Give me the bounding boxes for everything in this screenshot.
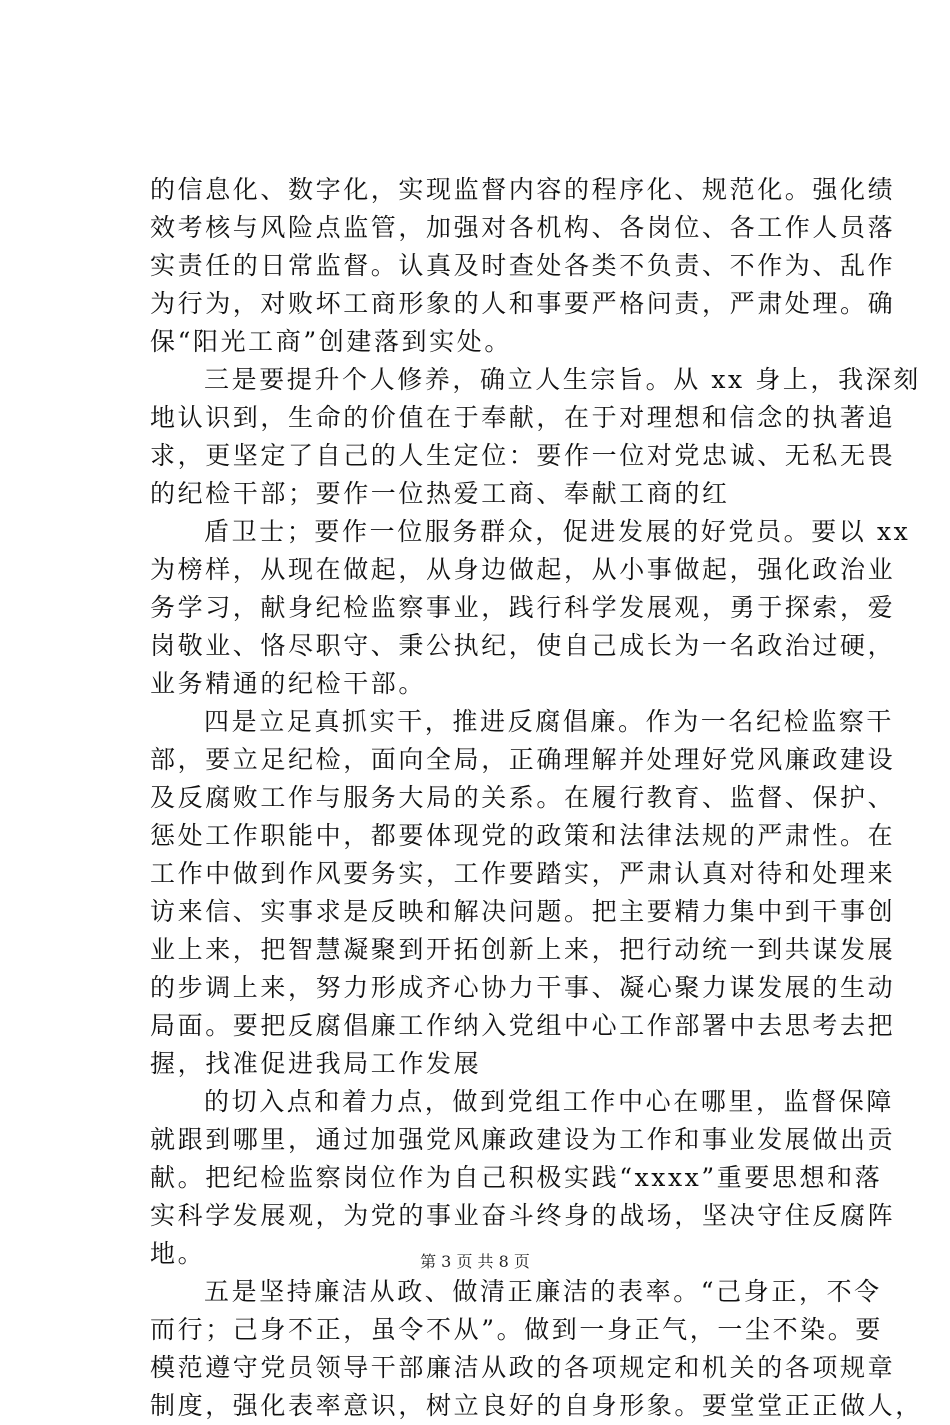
text-line: 部，要立足纪检，面向全局，正确理解并处理好党风廉政建设: [150, 745, 896, 774]
text-line: 保“阳光工商”创建落到实处。: [150, 327, 512, 356]
text-line: 及反腐败工作与服务大局的关系。在履行教育、监督、保护、: [150, 783, 896, 812]
text-line: 模范遵守党员领导干部廉洁从政的各项规定和机关的各项规章: [150, 1353, 896, 1382]
text-line: 地认识到，生命的价值在于奉献，在于对理想和信念的执著追: [150, 403, 896, 432]
text-line: 访来信、实事求是反映和解决问题。把主要精力集中到干事创: [150, 897, 896, 926]
text-line: 实责任的日常监督。认真及时查处各类不负责、不作为、乱作: [150, 251, 896, 280]
paragraph-first-line: 三是要提升个人修养，确立人生宗旨。从 xx 身上，我深刻: [204, 365, 921, 394]
text-line: 的纪检干部；要作一位热爱工商、奉献工商的红: [150, 479, 730, 508]
text-line: 效考核与风险点监管，加强对各机构、各岗位、各工作人员落: [150, 213, 896, 242]
paragraph-first-line: 五是坚持廉洁从政、做清正廉洁的表率。“己身正，不令: [204, 1277, 882, 1306]
page-number-footer: 第 3 页 共 8 页: [420, 1252, 530, 1271]
text-line: 业上来，把智慧凝聚到开拓创新上来，把行动统一到共谋发展: [150, 935, 896, 964]
text-line: 岗敬业、恪尽职守、秉公执纪，使自己成长为一名政治过硬，: [150, 631, 896, 660]
text-line: 的步调上来，努力形成齐心协力干事、凝心聚力谋发展的生动: [150, 973, 896, 1002]
text-line: 为榜样，从现在做起，从身边做起，从小事做起，强化政治业: [150, 555, 896, 584]
text-line: 握，找准促进我局工作发展: [150, 1049, 482, 1078]
text-line: 实科学发展观，为党的事业奋斗终身的战场，坚决守住反腐阵: [150, 1201, 896, 1230]
text-line: 求，更坚定了自己的人生定位：要作一位对党忠诚、无私无畏: [150, 441, 896, 470]
text-line: 业务精通的纪检干部。: [150, 669, 427, 698]
text-line: 工作中做到作风要务实，工作要踏实，严肃认真对待和处理来: [150, 859, 896, 888]
paragraph-first-line: 四是立足真抓实干，推进反腐倡廉。作为一名纪检监察干: [204, 707, 895, 736]
text-line: 地。: [150, 1239, 206, 1268]
text-line: 制度，强化表率意识，树立良好的自身形象。要堂堂正正做人，: [150, 1391, 923, 1420]
text-line: 惩处工作职能中，都要体现党的政策和法律法规的严肃性。在: [150, 821, 896, 850]
text-line: 献。把纪检监察岗位作为自己积极实践“xxxx”重要思想和落: [150, 1163, 883, 1192]
text-line: 的信息化、数字化，实现监督内容的程序化、规范化。强化绩: [150, 175, 896, 204]
text-line: 为行为，对败坏工商形象的人和事要严格问责，严肃处理。确: [150, 289, 896, 318]
text-line: 就跟到哪里，通过加强党风廉政建设为工作和事业发展做出贡: [150, 1125, 896, 1154]
body-text: [150, 171, 923, 1425]
text-line: 务学习，献身纪检监察事业，践行科学发展观，勇于探索，爱: [150, 593, 896, 622]
text-line: 局面。要把反腐倡廉工作纳入党组中心工作部署中去思考去把: [150, 1011, 896, 1040]
paragraph-first-line: 的切入点和着力点，做到党组工作中心在哪里，监督保障: [204, 1087, 895, 1116]
paragraph-first-line: 盾卫士；要作一位服务群众，促进发展的好党员。要以 xx: [204, 517, 911, 546]
text-line: 而行；己身不正，虽令不从”。做到一身正气，一尘不染。要: [150, 1315, 883, 1344]
